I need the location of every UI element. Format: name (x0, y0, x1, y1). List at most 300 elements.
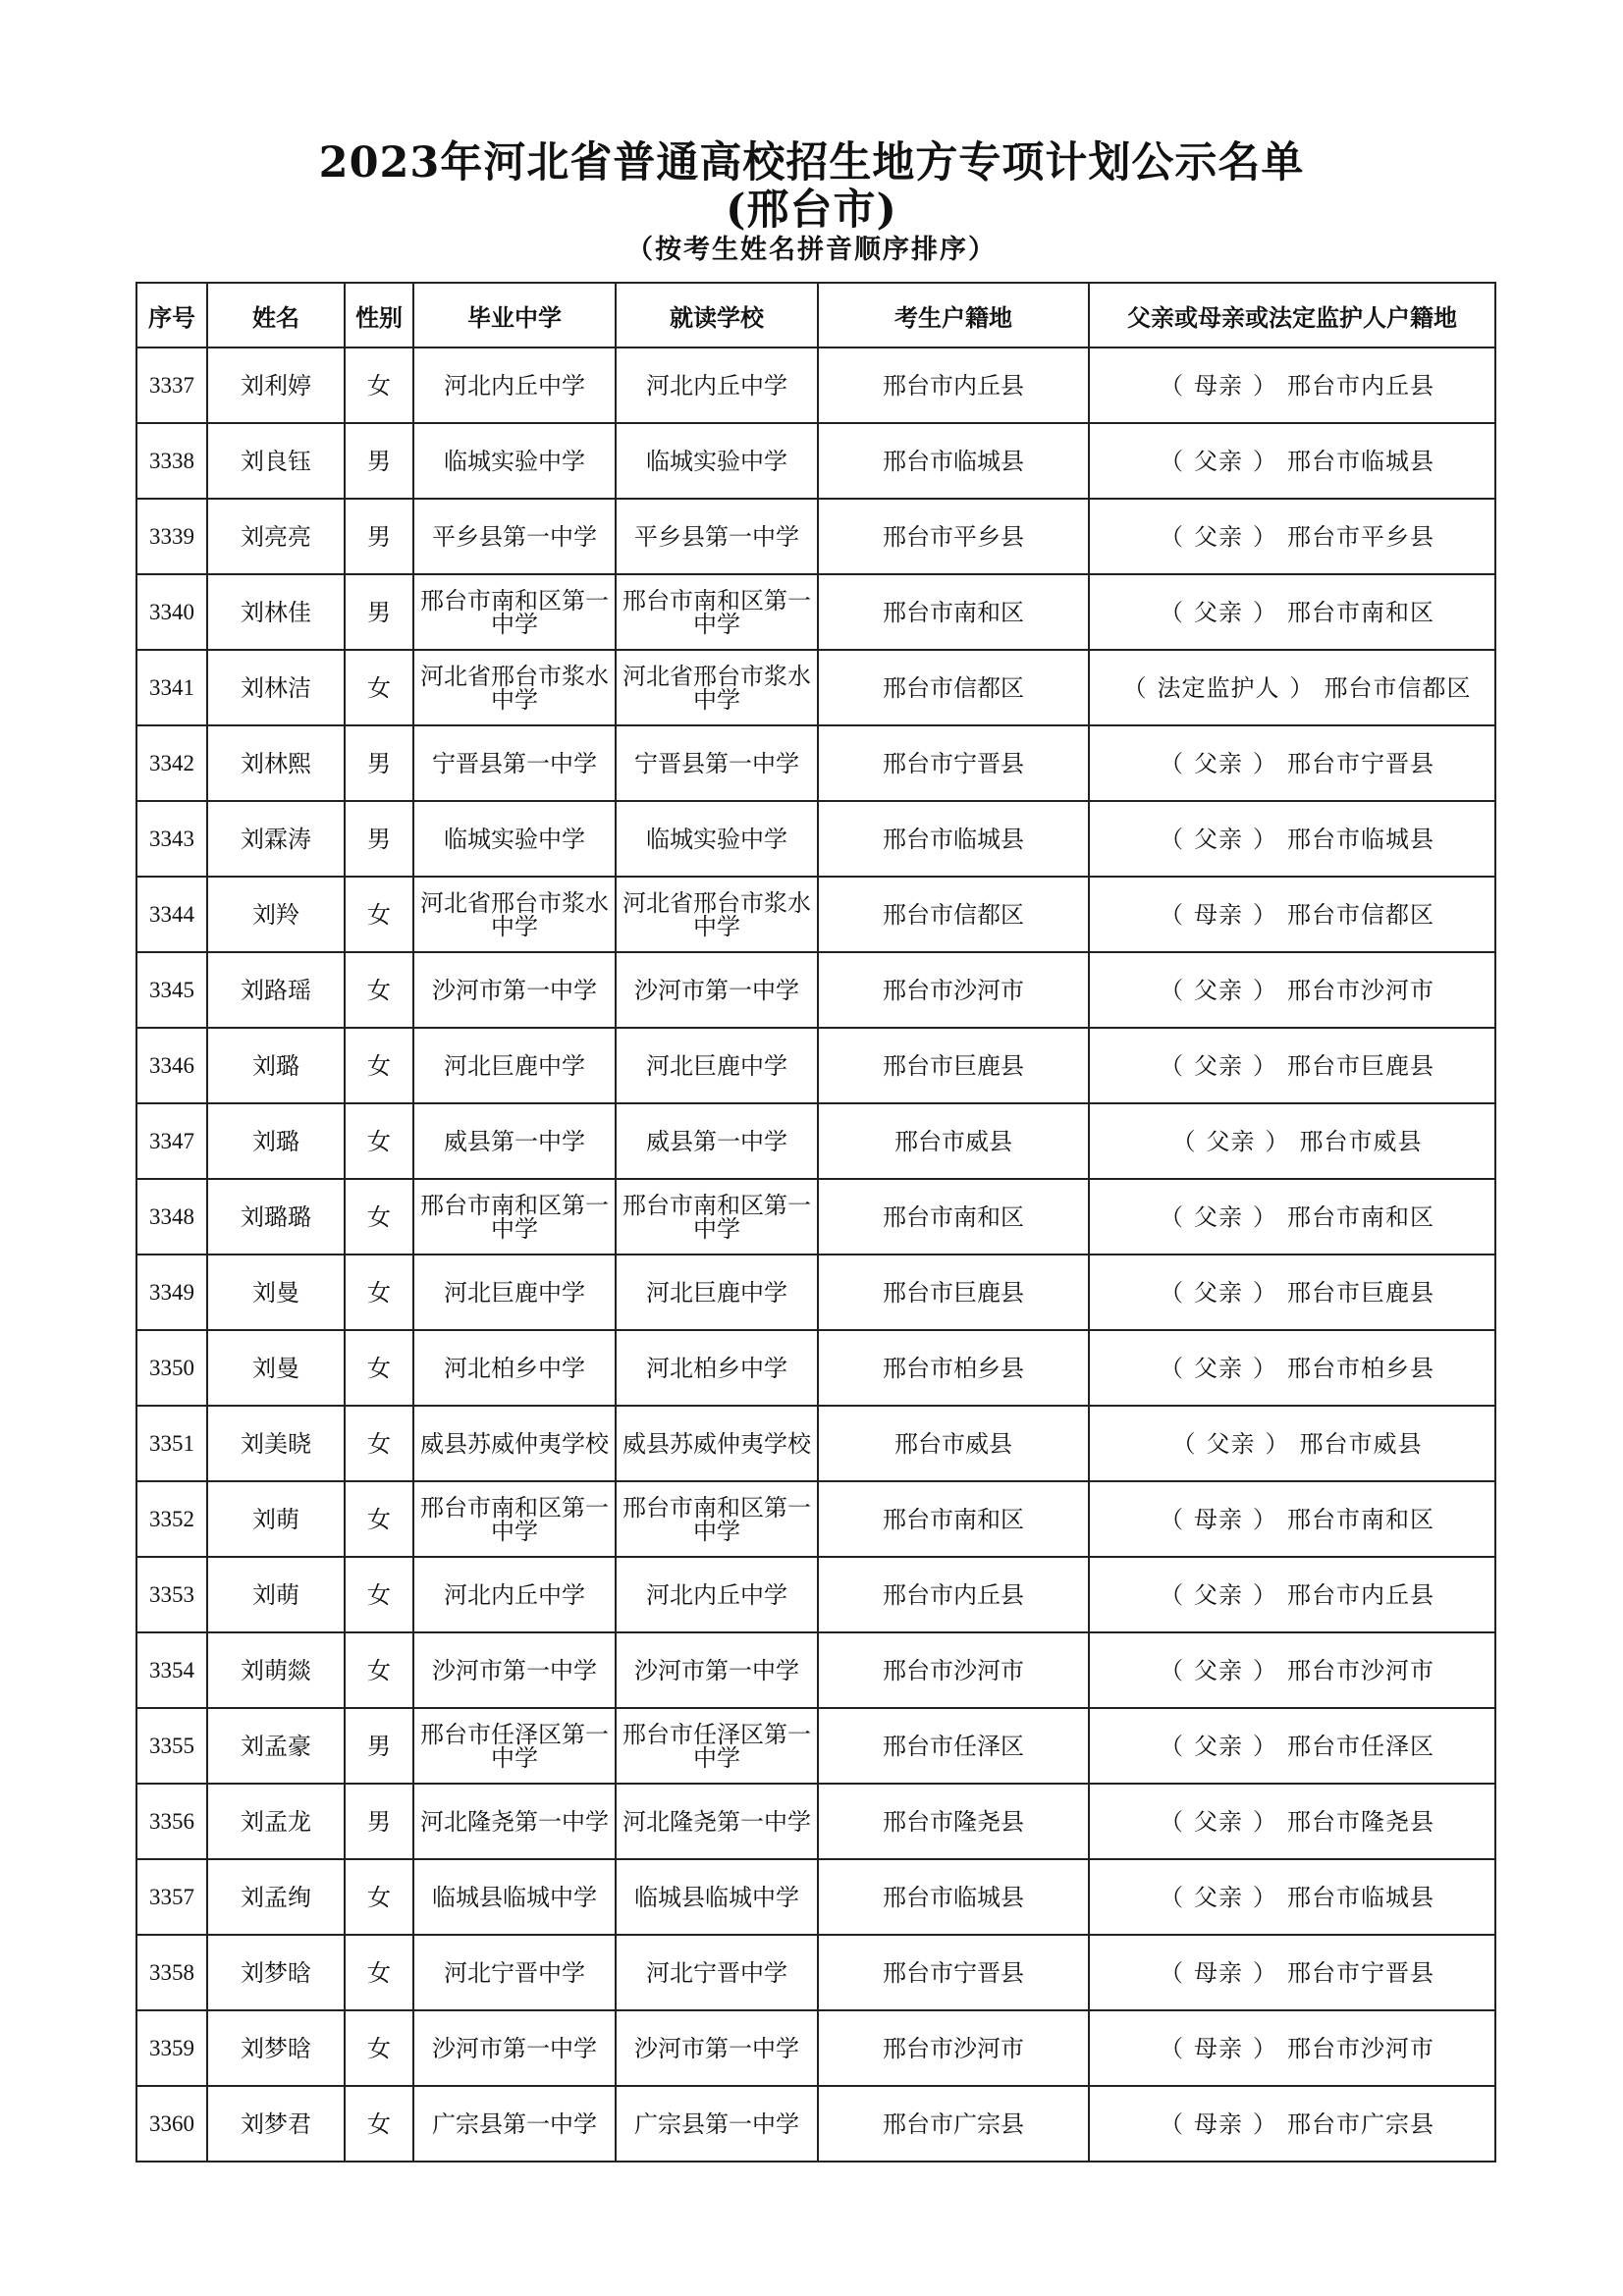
cell-gender: 女 (345, 1481, 413, 1557)
table-row (136, 574, 1495, 650)
open-paren: （ (1160, 2034, 1184, 2062)
cell-grad-school: 河北巨鹿中学 (413, 1028, 616, 1103)
close-paren: ） (1253, 1505, 1277, 1533)
cell-grad-school: 广宗县第一中学 (413, 2086, 616, 2162)
cell-hukou: 邢台市信都区 (818, 650, 1089, 725)
cell-number: 3352 (136, 1481, 207, 1557)
cell-parent-hukou (1089, 952, 1495, 1028)
table-row (136, 423, 1495, 499)
open-paren: （ (1160, 825, 1184, 853)
document-title: 2023年河北省普通高校招生地方专项计划公示名单 (318, 138, 1305, 187)
cell-gender: 女 (345, 1179, 413, 1255)
table-row (136, 650, 1495, 725)
close-paren: ） (1253, 371, 1277, 400)
close-paren: ） (1253, 1051, 1277, 1080)
cell-number: 3358 (136, 1935, 207, 2010)
cell-name: 刘萌 (207, 1557, 345, 1632)
cell-parent-hukou (1089, 877, 1495, 952)
cell-name: 刘羚 (207, 877, 345, 952)
cell-study-school: 宁晋县第一中学 (616, 725, 818, 801)
parent-relation: 母亲 (1194, 1958, 1243, 1987)
cell-number: 3356 (136, 1784, 207, 1859)
cell-study-school: 沙河市第一中学 (616, 1632, 818, 1708)
close-paren: ） (1253, 976, 1277, 1004)
cell-number: 3360 (136, 2086, 207, 2162)
close-paren: ） (1253, 2109, 1277, 2138)
close-paren: ） (1253, 1958, 1277, 1987)
cell-study-school: 邢台市南和区第一中学 (616, 1179, 818, 1255)
cell-name: 刘萌燚 (207, 1632, 345, 1708)
cell-name: 刘霖涛 (207, 801, 345, 877)
cell-study-school: 河北隆尧第一中学 (616, 1784, 818, 1859)
cell-gender: 女 (345, 1103, 413, 1179)
cell-study-school: 河北省邢台市浆水中学 (616, 650, 818, 725)
cell-gender: 女 (345, 1330, 413, 1406)
cell-study-school: 广宗县第一中学 (616, 2086, 818, 2162)
cell-hukou: 邢台市临城县 (818, 801, 1089, 877)
cell-number: 3351 (136, 1406, 207, 1481)
cell-gender: 女 (345, 1859, 413, 1935)
cell-parent-hukou (1089, 1330, 1495, 1406)
cell-study-school: 邢台市南和区第一中学 (616, 1481, 818, 1557)
cell-name: 刘林洁 (207, 650, 345, 725)
cell-parent-hukou (1089, 574, 1495, 650)
cell-gender: 女 (345, 1632, 413, 1708)
cell-study-school: 临城县临城中学 (616, 1859, 818, 1935)
cell-number: 3345 (136, 952, 207, 1028)
table-row (136, 1103, 1495, 1179)
close-paren: ） (1265, 1127, 1290, 1155)
cell-hukou: 邢台市南和区 (818, 1481, 1089, 1557)
parent-relation: 父亲 (1194, 1883, 1243, 1911)
table-row (136, 347, 1495, 423)
cell-hukou: 邢台市沙河市 (818, 1632, 1089, 1708)
cell-number: 3342 (136, 725, 207, 801)
cell-gender: 女 (345, 1557, 413, 1632)
cell-number: 3340 (136, 574, 207, 650)
cell-name: 刘梦君 (207, 2086, 345, 2162)
cell-name: 刘萌 (207, 1481, 345, 1557)
col-header-hukou: 考生户籍地 (818, 283, 1089, 347)
cell-number: 3357 (136, 1859, 207, 1935)
parent-relation: 父亲 (1194, 1807, 1243, 1836)
cell-name: 刘良钰 (207, 423, 345, 499)
cell-name: 刘梦晗 (207, 2010, 345, 2086)
parent-place: 邢台市宁晋县 (1287, 749, 1434, 777)
cell-hukou: 邢台市威县 (818, 1103, 1089, 1179)
parent-place: 邢台市内丘县 (1287, 1580, 1434, 1609)
cell-grad-school: 邢台市南和区第一中学 (413, 1179, 616, 1255)
cell-gender: 男 (345, 801, 413, 877)
parent-relation: 父亲 (1194, 1354, 1243, 1382)
cell-grad-school: 沙河市第一中学 (413, 2010, 616, 2086)
open-paren: （ (1160, 1354, 1184, 1382)
cell-hukou: 邢台市临城县 (818, 1859, 1089, 1935)
parent-place: 邢台市沙河市 (1287, 976, 1434, 1004)
cell-parent-hukou (1089, 1028, 1495, 1103)
open-paren: （ (1160, 749, 1184, 777)
cell-hukou: 邢台市柏乡县 (818, 1330, 1089, 1406)
table-row (136, 1935, 1495, 2010)
open-paren: （ (1160, 522, 1184, 551)
cell-study-school: 河北省邢台市浆水中学 (616, 877, 818, 952)
cell-study-school: 邢台市任泽区第一中学 (616, 1708, 818, 1784)
parent-place: 邢台市临城县 (1287, 1883, 1434, 1911)
table-row (136, 1179, 1495, 1255)
cell-hukou: 邢台市临城县 (818, 423, 1089, 499)
cell-gender: 女 (345, 347, 413, 423)
open-paren: （ (1160, 1202, 1184, 1231)
cell-grad-school: 临城实验中学 (413, 423, 616, 499)
open-paren: （ (1160, 1807, 1184, 1836)
table-row (136, 1481, 1495, 1557)
cell-parent-hukou (1089, 347, 1495, 423)
table-row (136, 1406, 1495, 1481)
cell-grad-school: 平乡县第一中学 (413, 499, 616, 574)
close-paren: ） (1253, 598, 1277, 626)
cell-study-school: 沙河市第一中学 (616, 952, 818, 1028)
parent-place: 邢台市柏乡县 (1287, 1354, 1434, 1382)
close-paren: ） (1253, 900, 1277, 929)
table-row (136, 1028, 1495, 1103)
cell-gender: 女 (345, 1255, 413, 1330)
open-paren: （ (1122, 673, 1148, 702)
cell-gender: 女 (345, 650, 413, 725)
cell-grad-school: 宁晋县第一中学 (413, 725, 616, 801)
parent-relation: 父亲 (1206, 1429, 1256, 1458)
cell-hukou: 邢台市平乡县 (818, 499, 1089, 574)
table-row (136, 1330, 1495, 1406)
cell-number: 3349 (136, 1255, 207, 1330)
table-body (136, 347, 1495, 2162)
table-row (136, 877, 1495, 952)
cell-gender: 女 (345, 1028, 413, 1103)
cell-hukou: 邢台市内丘县 (818, 1557, 1089, 1632)
table-row (136, 2010, 1495, 2086)
parent-place: 邢台市平乡县 (1287, 522, 1434, 551)
cell-parent-hukou (1089, 1406, 1495, 1481)
col-header-grad-school: 毕业中学 (413, 283, 616, 347)
cell-grad-school: 沙河市第一中学 (413, 1632, 616, 1708)
cell-number: 3354 (136, 1632, 207, 1708)
parent-relation: 母亲 (1194, 2109, 1243, 2138)
cell-gender: 男 (345, 1708, 413, 1784)
open-paren: （ (1160, 1883, 1184, 1911)
cell-name: 刘利婷 (207, 347, 345, 423)
cell-grad-school: 威县苏威仲夷学校 (413, 1406, 616, 1481)
cell-number: 3339 (136, 499, 207, 574)
table-row (136, 499, 1495, 574)
cell-name: 刘曼 (207, 1255, 345, 1330)
cell-hukou: 邢台市宁晋县 (818, 1935, 1089, 2010)
parent-place: 邢台市广宗县 (1287, 2109, 1434, 2138)
close-paren: ） (1253, 1202, 1277, 1231)
cell-number: 3355 (136, 1708, 207, 1784)
cell-grad-school: 邢台市任泽区第一中学 (413, 1708, 616, 1784)
cell-study-school: 河北宁晋中学 (616, 1935, 818, 2010)
cell-gender: 女 (345, 1406, 413, 1481)
parent-place: 邢台市隆尧县 (1287, 1807, 1434, 1836)
table-header-row (136, 283, 1495, 347)
parent-place: 邢台市南和区 (1287, 1202, 1434, 1231)
cell-hukou: 邢台市任泽区 (818, 1708, 1089, 1784)
parent-place: 邢台市临城县 (1287, 447, 1434, 475)
col-header-name: 姓名 (207, 283, 345, 347)
cell-study-school: 邢台市南和区第一中学 (616, 574, 818, 650)
parent-relation: 父亲 (1194, 1580, 1243, 1609)
parent-relation: 母亲 (1194, 900, 1243, 929)
cell-gender: 女 (345, 2010, 413, 2086)
table-row (136, 1784, 1495, 1859)
cell-hukou: 邢台市威县 (818, 1406, 1089, 1481)
cell-parent-hukou (1089, 1255, 1495, 1330)
table-row (136, 1632, 1495, 1708)
cell-number: 3338 (136, 423, 207, 499)
parent-relation: 父亲 (1206, 1127, 1256, 1155)
cell-parent-hukou (1089, 1103, 1495, 1179)
cell-study-school: 河北巨鹿中学 (616, 1028, 818, 1103)
open-paren: （ (1171, 1429, 1197, 1458)
document-sort-note: （按考生姓名拼音顺序排序） (626, 235, 997, 265)
parent-relation: 母亲 (1194, 371, 1243, 400)
table-row (136, 725, 1495, 801)
cell-parent-hukou (1089, 1179, 1495, 1255)
cell-study-school: 临城实验中学 (616, 423, 818, 499)
cell-number: 3337 (136, 347, 207, 423)
cell-grad-school: 临城实验中学 (413, 801, 616, 877)
cell-number: 3359 (136, 2010, 207, 2086)
cell-grad-school: 河北省邢台市浆水中学 (413, 877, 616, 952)
close-paren: ） (1253, 1883, 1277, 1911)
cell-name: 刘璐 (207, 1028, 345, 1103)
open-paren: （ (1171, 1127, 1197, 1155)
cell-gender: 男 (345, 423, 413, 499)
cell-name: 刘璐 (207, 1103, 345, 1179)
open-paren: （ (1160, 1732, 1184, 1760)
cell-gender: 男 (345, 574, 413, 650)
close-paren: ） (1253, 1278, 1277, 1307)
cell-grad-school: 河北柏乡中学 (413, 1330, 616, 1406)
parent-relation: 法定监护人 (1157, 673, 1280, 702)
parent-place: 邢台市内丘县 (1287, 371, 1434, 400)
cell-number: 3343 (136, 801, 207, 877)
close-paren: ） (1253, 1656, 1277, 1684)
cell-parent-hukou (1089, 499, 1495, 574)
cell-parent-hukou (1089, 801, 1495, 877)
cell-grad-school: 邢台市南和区第一中学 (413, 574, 616, 650)
open-paren: （ (1160, 447, 1184, 475)
close-paren: ） (1253, 2034, 1277, 2062)
parent-place: 邢台市信都区 (1287, 900, 1434, 929)
close-paren: ） (1253, 1807, 1277, 1836)
open-paren: （ (1160, 1656, 1184, 1684)
cell-study-school: 临城实验中学 (616, 801, 818, 877)
parent-place: 邢台市沙河市 (1287, 2034, 1434, 2062)
cell-name: 刘梦晗 (207, 1935, 345, 2010)
document-subtitle-city: (邢台市) (726, 186, 897, 235)
cell-hukou: 邢台市沙河市 (818, 952, 1089, 1028)
cell-gender: 男 (345, 725, 413, 801)
parent-place: 邢台市任泽区 (1287, 1732, 1434, 1760)
cell-name: 刘璐璐 (207, 1179, 345, 1255)
open-paren: （ (1160, 2109, 1184, 2138)
open-paren: （ (1160, 598, 1184, 626)
col-header-gender: 性别 (345, 283, 413, 347)
close-paren: ） (1253, 447, 1277, 475)
cell-name: 刘孟绚 (207, 1859, 345, 1935)
cell-parent-hukou (1089, 1935, 1495, 2010)
parent-relation: 父亲 (1194, 1202, 1243, 1231)
cell-grad-school: 河北内丘中学 (413, 1557, 616, 1632)
cell-hukou: 邢台市宁晋县 (818, 725, 1089, 801)
close-paren: ） (1253, 1580, 1277, 1609)
parent-relation: 父亲 (1194, 598, 1243, 626)
cell-study-school: 河北内丘中学 (616, 347, 818, 423)
parent-relation: 父亲 (1194, 1278, 1243, 1307)
cell-study-school: 平乡县第一中学 (616, 499, 818, 574)
parent-place: 邢台市临城县 (1287, 825, 1434, 853)
cell-parent-hukou (1089, 1481, 1495, 1557)
table-row (136, 801, 1495, 877)
parent-relation: 父亲 (1194, 522, 1243, 551)
cell-gender: 女 (345, 877, 413, 952)
cell-number: 3350 (136, 1330, 207, 1406)
parent-place: 邢台市巨鹿县 (1287, 1278, 1434, 1307)
cell-parent-hukou (1089, 650, 1495, 725)
cell-gender: 男 (345, 1784, 413, 1859)
parent-relation: 父亲 (1194, 1051, 1243, 1080)
table-row (136, 1859, 1495, 1935)
table-row (136, 2086, 1495, 2162)
cell-parent-hukou (1089, 1632, 1495, 1708)
cell-hukou: 邢台市隆尧县 (818, 1784, 1089, 1859)
cell-parent-hukou (1089, 2010, 1495, 2086)
cell-study-school: 河北巨鹿中学 (616, 1255, 818, 1330)
parent-place: 邢台市威县 (1299, 1429, 1423, 1458)
col-header-study-school: 就读学校 (616, 283, 818, 347)
cell-grad-school: 威县第一中学 (413, 1103, 616, 1179)
cell-hukou: 邢台市巨鹿县 (818, 1028, 1089, 1103)
cell-parent-hukou (1089, 423, 1495, 499)
open-paren: （ (1160, 1278, 1184, 1307)
open-paren: （ (1160, 900, 1184, 929)
cell-grad-school: 河北隆尧第一中学 (413, 1784, 616, 1859)
cell-name: 刘孟龙 (207, 1784, 345, 1859)
open-paren: （ (1160, 976, 1184, 1004)
cell-hukou: 邢台市信都区 (818, 877, 1089, 952)
cell-hukou: 邢台市巨鹿县 (818, 1255, 1089, 1330)
cell-number: 3344 (136, 877, 207, 952)
cell-study-school: 河北内丘中学 (616, 1557, 818, 1632)
cell-hukou: 邢台市广宗县 (818, 2086, 1089, 2162)
open-paren: （ (1160, 371, 1184, 400)
cell-number: 3353 (136, 1557, 207, 1632)
parent-relation: 父亲 (1194, 1732, 1243, 1760)
cell-parent-hukou (1089, 725, 1495, 801)
cell-parent-hukou (1089, 1708, 1495, 1784)
parent-relation: 母亲 (1194, 2034, 1243, 2062)
cell-number: 3346 (136, 1028, 207, 1103)
roster-table (135, 282, 1496, 2163)
cell-grad-school: 河北宁晋中学 (413, 1935, 616, 2010)
cell-gender: 男 (345, 499, 413, 574)
table-row (136, 1255, 1495, 1330)
col-header-number: 序号 (136, 283, 207, 347)
cell-grad-school: 河北巨鹿中学 (413, 1255, 616, 1330)
cell-name: 刘林佳 (207, 574, 345, 650)
open-paren: （ (1160, 1958, 1184, 1987)
close-paren: ） (1253, 522, 1277, 551)
close-paren: ） (1265, 1429, 1290, 1458)
cell-parent-hukou (1089, 1784, 1495, 1859)
cell-gender: 女 (345, 2086, 413, 2162)
cell-study-school: 沙河市第一中学 (616, 2010, 818, 2086)
cell-hukou: 邢台市内丘县 (818, 347, 1089, 423)
cell-grad-school: 河北省邢台市浆水中学 (413, 650, 616, 725)
cell-grad-school: 邢台市南和区第一中学 (413, 1481, 616, 1557)
col-header-parent-hukou: 父亲或母亲或法定监护人户籍地 (1089, 283, 1495, 347)
open-paren: （ (1160, 1505, 1184, 1533)
parent-place: 邢台市威县 (1299, 1127, 1423, 1155)
cell-study-school: 威县苏威仲夷学校 (616, 1406, 818, 1481)
cell-name: 刘孟豪 (207, 1708, 345, 1784)
cell-hukou: 邢台市南和区 (818, 574, 1089, 650)
cell-grad-school: 沙河市第一中学 (413, 952, 616, 1028)
cell-parent-hukou (1089, 1859, 1495, 1935)
cell-study-school: 威县第一中学 (616, 1103, 818, 1179)
parent-relation: 父亲 (1194, 976, 1243, 1004)
cell-hukou: 邢台市南和区 (818, 1179, 1089, 1255)
cell-hukou: 邢台市沙河市 (818, 2010, 1089, 2086)
parent-relation: 父亲 (1194, 1656, 1243, 1684)
table-row (136, 952, 1495, 1028)
close-paren: ） (1253, 749, 1277, 777)
parent-relation: 父亲 (1194, 447, 1243, 475)
cell-number: 3341 (136, 650, 207, 725)
cell-grad-school: 河北内丘中学 (413, 347, 616, 423)
parent-place: 邢台市宁晋县 (1287, 1958, 1434, 1987)
parent-relation: 母亲 (1194, 1505, 1243, 1533)
close-paren: ） (1289, 673, 1315, 702)
cell-number: 3348 (136, 1179, 207, 1255)
parent-place: 邢台市南和区 (1287, 1505, 1434, 1533)
open-paren: （ (1160, 1051, 1184, 1080)
cell-grad-school: 临城县临城中学 (413, 1859, 616, 1935)
open-paren: （ (1160, 1580, 1184, 1609)
table-row (136, 1708, 1495, 1784)
parent-relation: 父亲 (1194, 825, 1243, 853)
parent-place: 邢台市南和区 (1287, 598, 1434, 626)
parent-place: 邢台市巨鹿县 (1287, 1051, 1434, 1080)
cell-name: 刘曼 (207, 1330, 345, 1406)
parent-place: 邢台市沙河市 (1287, 1656, 1434, 1684)
table-row (136, 1557, 1495, 1632)
cell-number: 3347 (136, 1103, 207, 1179)
close-paren: ） (1253, 1354, 1277, 1382)
cell-gender: 女 (345, 952, 413, 1028)
parent-place: 邢台市信都区 (1324, 673, 1472, 702)
parent-relation: 父亲 (1194, 749, 1243, 777)
cell-gender: 女 (345, 1935, 413, 2010)
cell-study-school: 河北柏乡中学 (616, 1330, 818, 1406)
cell-name: 刘林熙 (207, 725, 345, 801)
close-paren: ） (1253, 1732, 1277, 1760)
cell-name: 刘路瑶 (207, 952, 345, 1028)
cell-parent-hukou (1089, 2086, 1495, 2162)
close-paren: ） (1253, 825, 1277, 853)
cell-name: 刘亮亮 (207, 499, 345, 574)
cell-name: 刘美晓 (207, 1406, 345, 1481)
